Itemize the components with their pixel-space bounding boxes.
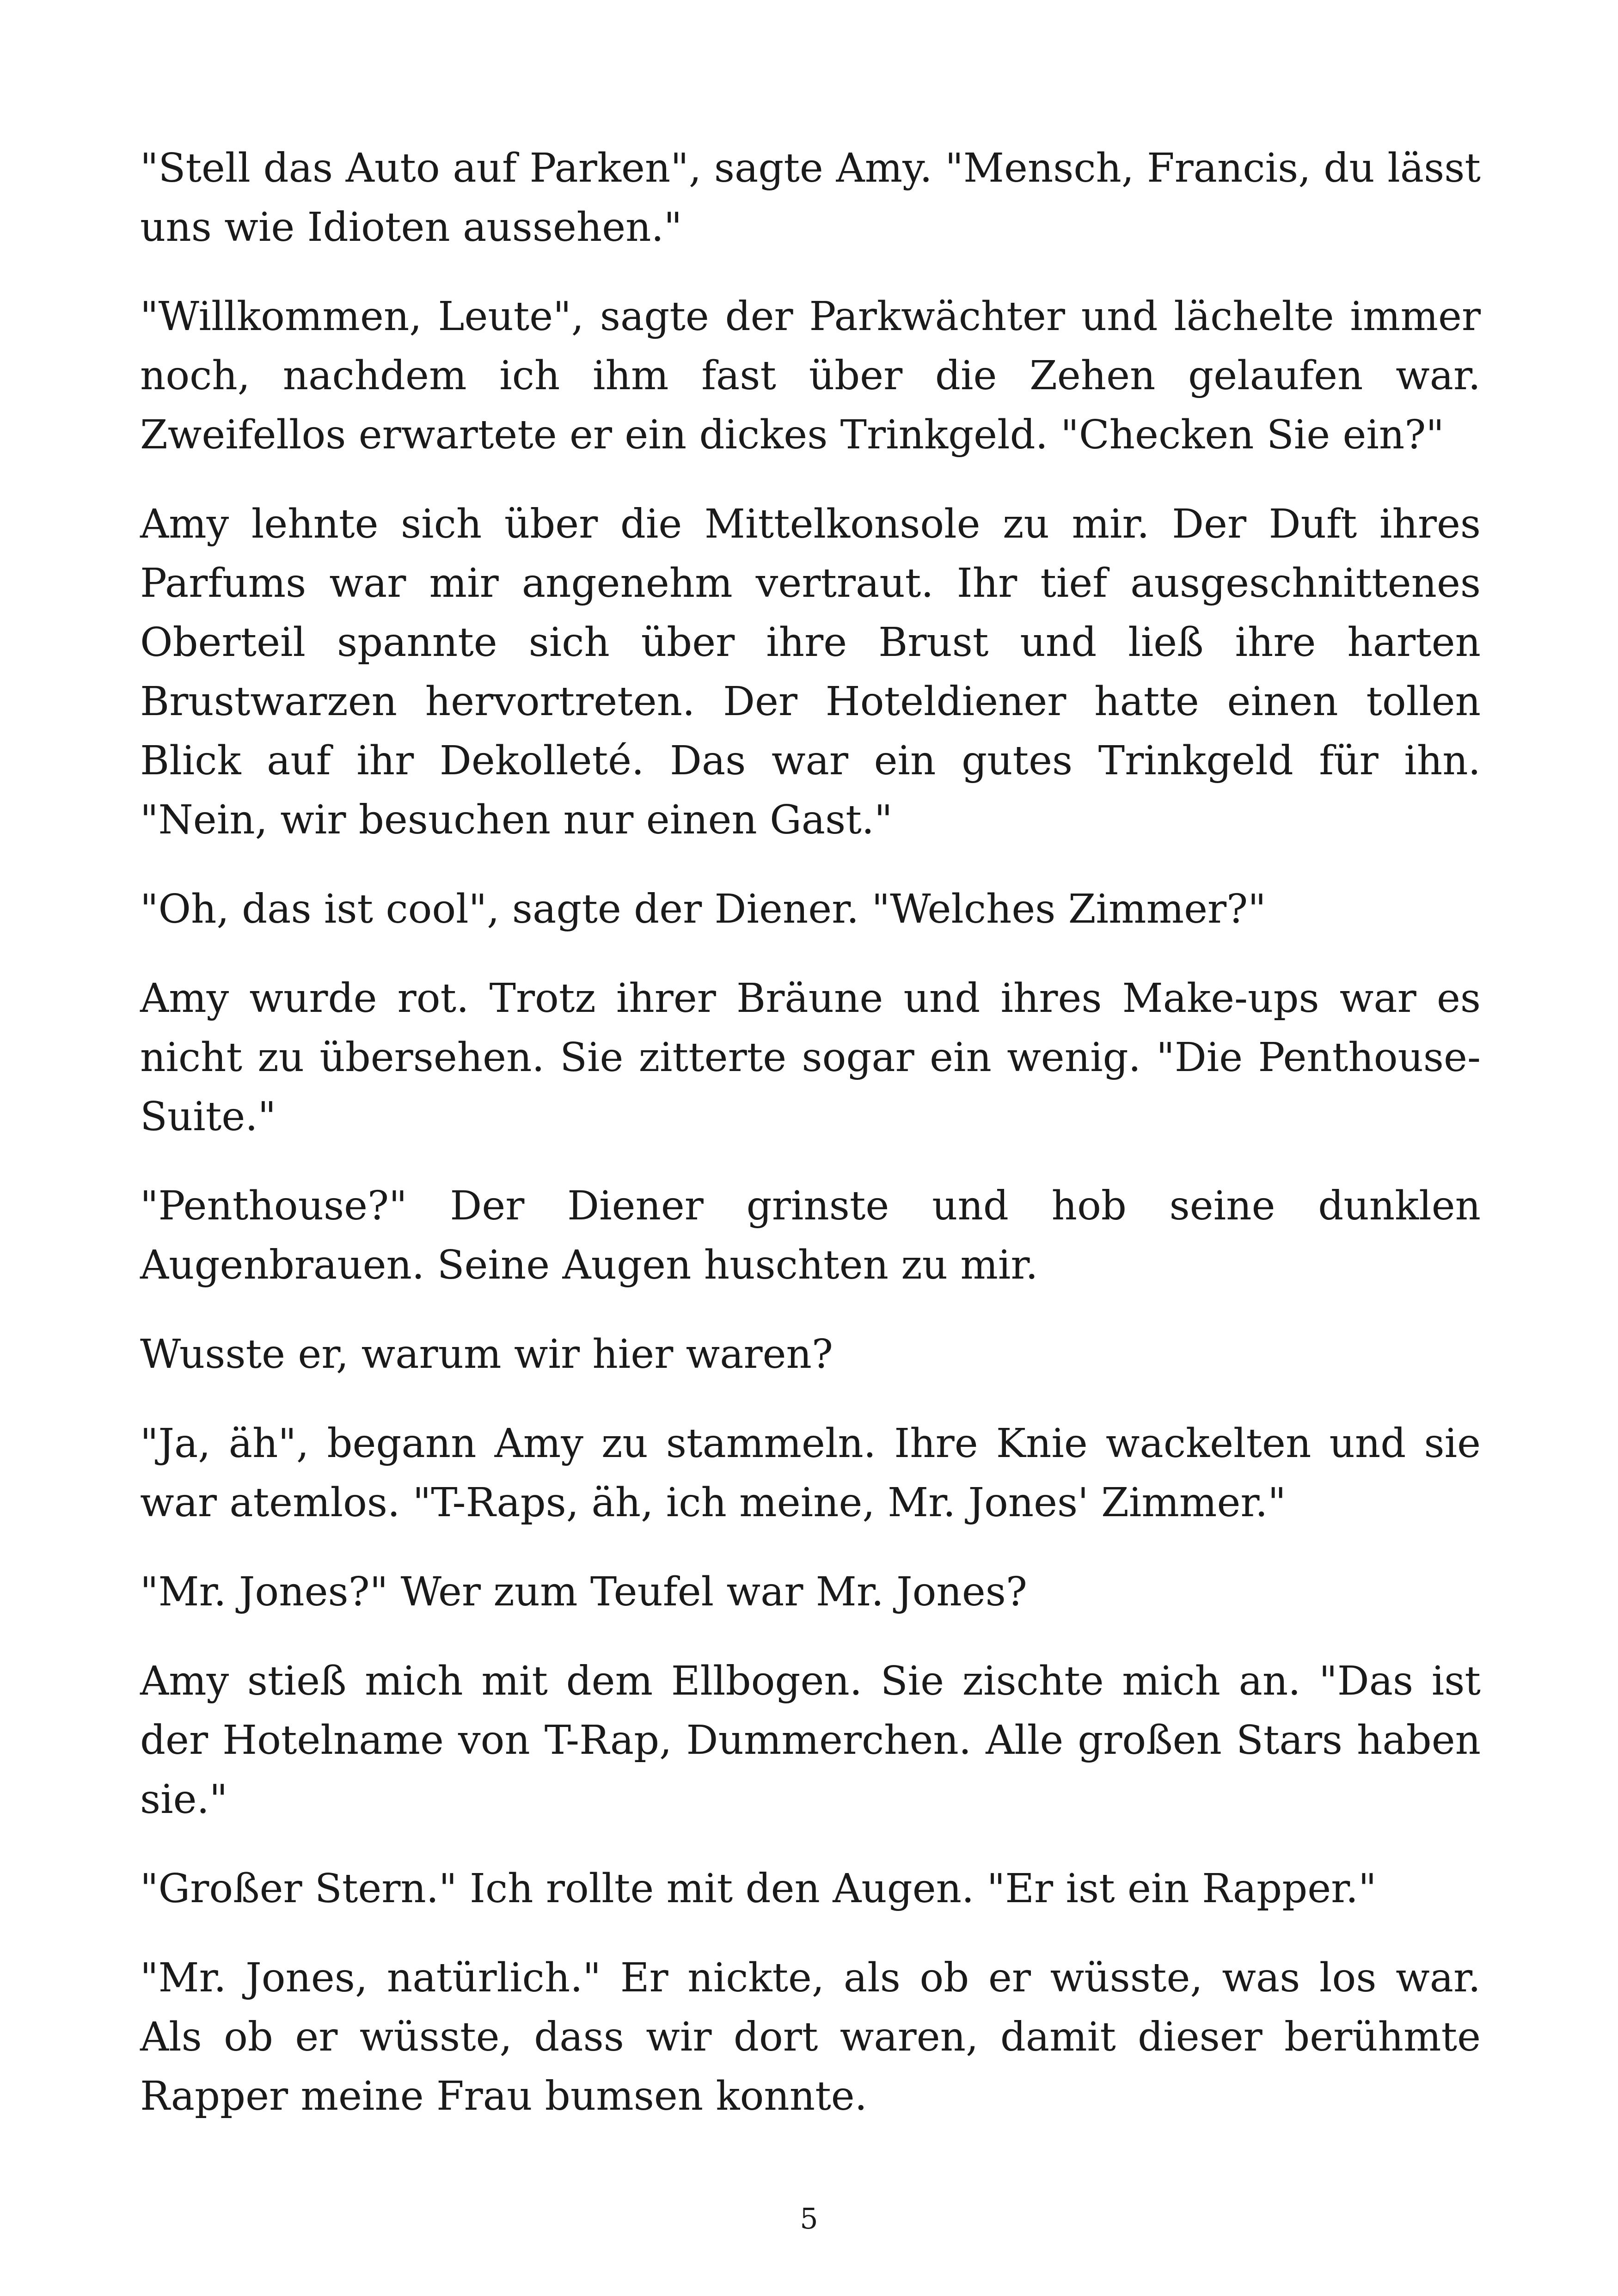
paragraph-7: Wusste er, warum wir hier waren? bbox=[140, 1331, 834, 1378]
paragraph-5: Amy wurde rot. Trotz ihrer Bräune und ihres Make-ups war es nicht zu übersehen. Sie zitterte sogar ein wenig. "Die Penthouse-Suite." bbox=[140, 975, 1481, 1140]
paragraph-4: "Oh, das ist cool", sagte der Diener. "Welches Zimmer?" bbox=[140, 886, 1266, 932]
paragraph-11: "Großer Stern." Ich rollte mit den Augen. "Er ist ein Rapper." bbox=[140, 1866, 1377, 1912]
paragraph-2: "Willkommen, Leute", sagte der Parkwächter und lächelte immer noch, nachdem ich ihm fast über die Zehen gelaufen war. Zweifellos erwartete er ein dickes Trinkgeld. "Checken Sie ein?" bbox=[140, 294, 1481, 458]
paragraph-3: Amy lehnte sich über die Mittelkonsole zu mir. Der Duft ihres Parfums war mir angenehm vertraut. Ihr tief ausgeschnittenes Oberteil spannte sich über ihre Brust und ließ ihre harten Brustwarzen hervortreten. Der Hoteldiener hatte einen tollen Blick auf ihr Dekolleté. Das war ein gutes Trinkgeld für ihn. "Nein, wir besuchen nur einen Gast." bbox=[140, 501, 1481, 843]
paragraph-9: "Mr. Jones?" Wer zum Teufel war Mr. Jones? bbox=[140, 1569, 1027, 1615]
paragraph-6: "Penthouse?" Der Diener grinste und hob seine dunklen Augenbrauen. Seine Augen huschten zu mir. bbox=[140, 1183, 1481, 1288]
paragraph-10: Amy stieß mich mit dem Ellbogen. Sie zischte mich an. "Das ist der Hotelname von T-Rap, Dummerchen. Alle großen Stars haben sie." bbox=[140, 1658, 1481, 1823]
paragraph-1: "Stell das Auto auf Parken", sagte Amy. "Mensch, Francis, du lässt uns wie Idioten aussehen." bbox=[140, 145, 1481, 251]
body-text bbox=[140, 139, 1481, 2156]
paragraph-12: "Mr. Jones, natürlich." Er nickte, als ob er wüsste, was los war. Als ob er wüsste, dass wir dort waren, damit dieser berühmte Rapper meine Frau bumsen konnte. bbox=[140, 1955, 1481, 2119]
paragraph-8: "Ja, äh", begann Amy zu stammeln. Ihre Knie wackelten und sie war atemlos. "T-Raps, äh, ich meine, Mr. Jones' Zimmer." bbox=[140, 1420, 1481, 1526]
page-number: 5 bbox=[800, 2202, 818, 2235]
